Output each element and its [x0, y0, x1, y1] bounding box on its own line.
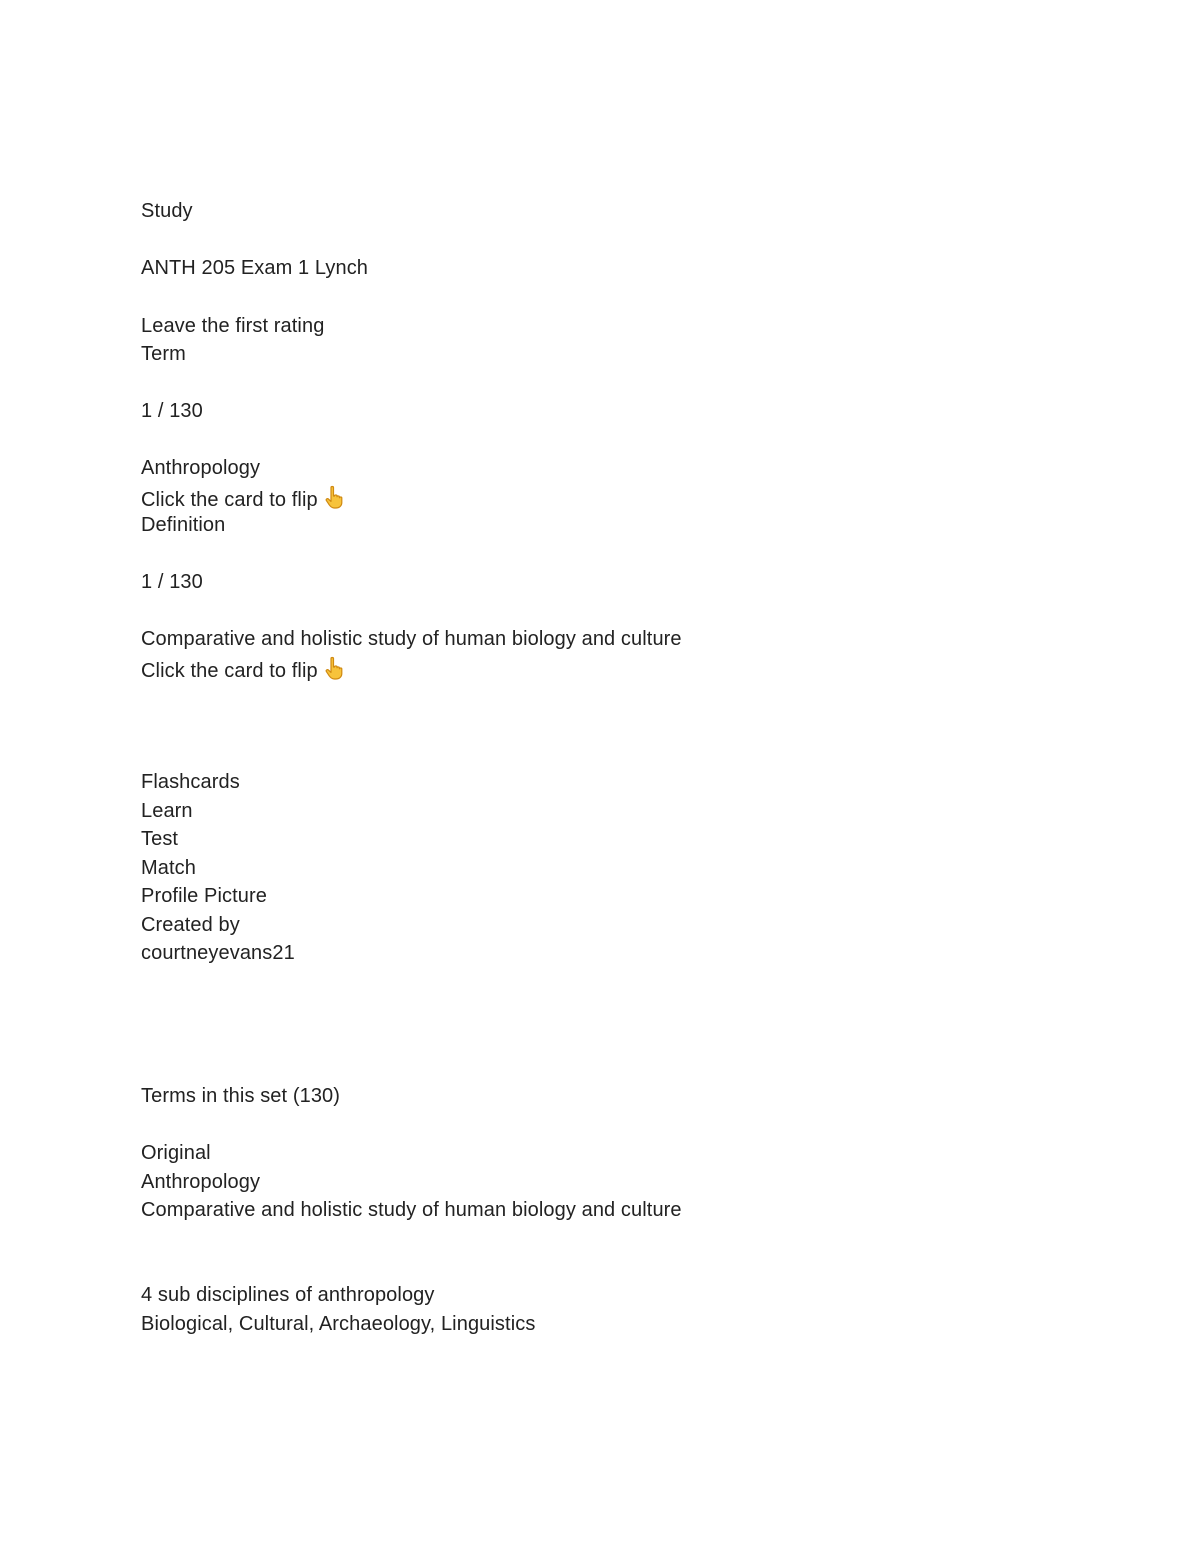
term-item-definition: Comparative and holistic study of human biology and culture: [141, 1199, 682, 1221]
term-item-definition: Biological, Cultural, Archaeology, Linguistics: [141, 1313, 536, 1335]
definition-side-label: Definition: [141, 514, 226, 536]
term-item-term: 4 sub disciplines of anthropology: [141, 1284, 435, 1306]
created-by-label: Created by: [141, 914, 240, 936]
study-mode-match[interactable]: Match: [141, 857, 196, 879]
pointing-hand-icon: [324, 656, 346, 680]
term-side-label: Term: [141, 343, 186, 365]
term-item-term: Anthropology: [141, 1171, 261, 1193]
term-flip-hint[interactable]: [141, 485, 346, 512]
study-header: Study: [141, 200, 193, 222]
sort-dropdown[interactable]: Original: [141, 1142, 211, 1164]
definition-flip-hint[interactable]: [141, 656, 346, 683]
flip-hint-text: Click the card to flip: [141, 489, 318, 511]
rating-link[interactable]: Leave the first rating: [141, 315, 325, 337]
term-card-counter: 1 / 130: [141, 400, 203, 422]
set-title: ANTH 205 Exam 1 Lynch: [141, 257, 369, 279]
terms-heading: Terms in this set (130): [141, 1085, 341, 1107]
study-mode-test[interactable]: Test: [141, 828, 179, 850]
term-card-content[interactable]: Anthropology: [141, 457, 261, 479]
flip-hint-text: Click the card to flip: [141, 660, 318, 682]
definition-card-content[interactable]: Comparative and holistic study of human biology and culture: [141, 628, 682, 650]
creator-username-link[interactable]: courtneyevans21: [141, 942, 295, 964]
study-mode-learn[interactable]: Learn: [141, 800, 193, 822]
pointing-hand-icon: [324, 485, 346, 509]
avatar[interactable]: Profile Picture: [141, 885, 267, 907]
study-mode-flashcards[interactable]: Flashcards: [141, 771, 240, 793]
definition-card-counter: 1 / 130: [141, 571, 203, 593]
